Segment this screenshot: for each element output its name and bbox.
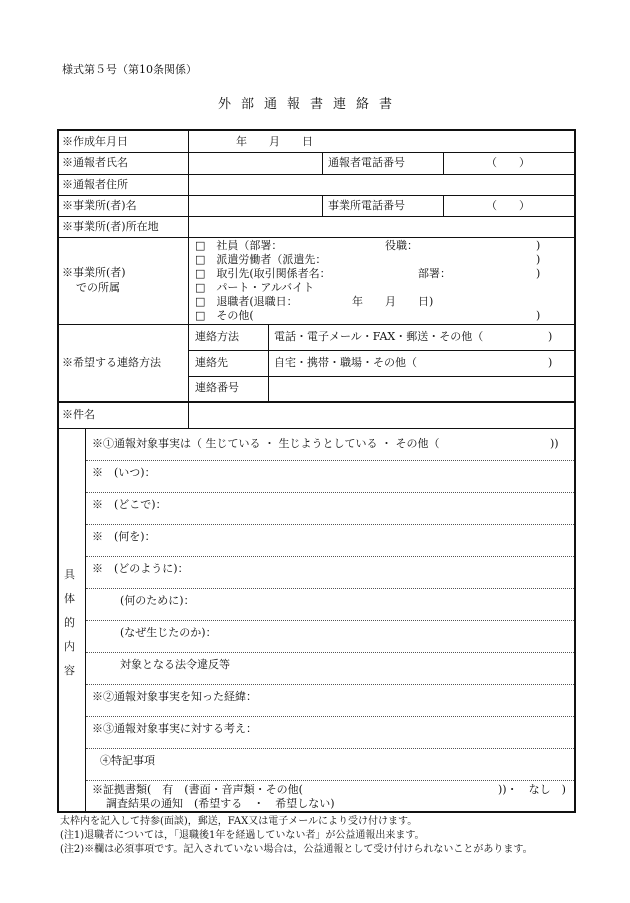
detail-separator — [86, 588, 574, 589]
note-line: (注1)退職者については，「退職後1年を経過していない者」が公益通報出来ます。 — [60, 830, 425, 841]
row-line — [57, 152, 576, 153]
row-line — [188, 350, 576, 351]
row-line — [57, 237, 576, 238]
detail-fact-status-close: )) — [550, 437, 559, 450]
detail-separator — [86, 524, 574, 525]
business-phone-paren[interactable]: （ ） — [486, 199, 530, 212]
subject-label: ※件名 — [62, 408, 95, 421]
col-line — [188, 129, 189, 428]
details-vertical-label-char: 具 — [64, 568, 75, 581]
evidence-documents[interactable]: ※証拠書類( 有 (書面・音声類・その他( — [92, 783, 303, 796]
affiliation-option-dispatched[interactable]: □ 派遣労働者（派遣先： — [195, 253, 327, 266]
detail-separator — [86, 556, 574, 557]
affiliation-option-part-time[interactable]: □ パート・アルバイト — [195, 281, 315, 294]
affiliation-option-other[interactable]: □ その他( — [195, 309, 254, 322]
row-line — [188, 376, 576, 377]
survey-result-notification[interactable]: 調査結果の通知 (希望する ・ 希望しない) — [106, 797, 335, 810]
affiliation-paren-close: ) — [536, 309, 541, 322]
note-line: 太枠内を記入して持参(面談)，郵送，FAX又は電子メールにより受け付けます。 — [60, 816, 418, 827]
form-number: 様式第５号（第10条関係） — [62, 63, 197, 76]
col-line — [322, 152, 323, 174]
frame-bottom — [57, 811, 576, 813]
detail-when[interactable]: ※ (いつ)： — [92, 466, 156, 479]
row-line — [57, 401, 576, 403]
affiliation-option-retired[interactable]: □ 退職者(退職日： — [195, 295, 298, 308]
detail-separator — [86, 684, 574, 685]
row-line — [57, 174, 576, 175]
detail-separator — [86, 780, 574, 781]
contact-destination-label: 連絡先 — [195, 356, 228, 369]
detail-law-violation[interactable]: 対象となる法令違反等 — [120, 658, 230, 671]
affiliation-option-business-partner[interactable]: □ 取引先(取引関係者名： — [195, 267, 331, 280]
affiliation-label-1: ※事業所(者) — [62, 266, 126, 279]
details-vertical-label-char: 容 — [64, 664, 75, 677]
contact-method-options[interactable]: 電話・電子メール・FAX・郵送・その他（ — [274, 330, 484, 343]
contact-destination-paren-close: ) — [548, 356, 553, 369]
contact-destination-options[interactable]: 自宅・携帯・職場・その他（ — [274, 356, 417, 369]
created-date-value[interactable]: 年 月 日 — [236, 135, 313, 148]
business-phone-label: 事業所電話番号 — [328, 199, 405, 212]
note-line: (注2)※欄は必須事項です。記入されていない場合は，公益通報として受け付けられないことがあります。 — [60, 844, 533, 855]
row-line — [57, 324, 576, 325]
evidence-documents-end: ))・ なし ) — [498, 783, 566, 796]
frame-left — [57, 129, 59, 813]
detail-fact-status[interactable]: ※①通報対象事実は（ 生じている ・ 生じようとしている ・ その他（ — [92, 437, 440, 450]
detail-separator — [86, 620, 574, 621]
detail-why-purpose[interactable]: (何のために)： — [120, 594, 195, 607]
reporter-name-label: ※通報者氏名 — [62, 156, 128, 169]
affiliation-paren-close: ) — [536, 267, 541, 280]
row-line — [57, 216, 576, 217]
detail-separator — [86, 652, 574, 653]
detail-separator — [86, 460, 574, 461]
details-vertical-label-char: 的 — [64, 616, 75, 629]
detail-opinion[interactable]: ※③通報対象事実に対する考え： — [92, 722, 257, 735]
detail-what[interactable]: ※ (何を)： — [92, 530, 156, 543]
reporter-phone-paren[interactable]: （ ） — [486, 156, 530, 169]
created-date-label: ※作成年月日 — [62, 135, 128, 148]
detail-separator — [86, 748, 574, 749]
detail-how-learned[interactable]: ※②通報対象事実を知った経緯： — [92, 690, 257, 703]
document-title: 外部通報書連絡書 — [218, 97, 403, 112]
affiliation-paren-close: ) — [536, 253, 541, 266]
detail-how[interactable]: ※ (どのように)： — [92, 562, 189, 575]
contact-method-group-label: ※希望する連絡方法 — [62, 356, 161, 369]
contact-method-label: 連絡方法 — [195, 330, 239, 343]
affiliation-partner-department: 部署： — [418, 267, 451, 280]
col-line — [268, 324, 269, 401]
col-line — [322, 195, 323, 216]
detail-why-cause[interactable]: (なぜ生じたのか)： — [120, 626, 217, 639]
affiliation-retired-date: 年 月 日) — [352, 295, 434, 308]
row-line — [57, 428, 576, 429]
frame-right — [574, 129, 576, 813]
frame-top — [57, 129, 576, 131]
detail-separator — [86, 716, 574, 717]
row-line — [57, 195, 576, 196]
detail-special-notes[interactable]: ④特記事項 — [100, 754, 155, 767]
reporter-address-label: ※通報者住所 — [62, 178, 128, 191]
business-name-label: ※事業所(者)名 — [62, 199, 137, 212]
details-vertical-label-char: 内 — [64, 640, 75, 653]
contact-number-label: 連絡番号 — [195, 381, 239, 394]
affiliation-option-employee[interactable]: □ 社員（部署： — [195, 239, 283, 252]
col-line — [443, 195, 444, 216]
affiliation-paren-close: ) — [536, 239, 541, 252]
col-line — [443, 152, 444, 174]
detail-separator — [86, 492, 574, 493]
reporter-phone-label: 通報者電話番号 — [328, 156, 405, 169]
detail-where[interactable]: ※ (どこで)： — [92, 498, 167, 511]
affiliation-employee-position: 役職： — [385, 239, 418, 252]
details-vertical-label-char: 体 — [64, 592, 75, 605]
business-address-label: ※事業所(者)所在地 — [62, 220, 159, 233]
contact-method-paren-close: ) — [548, 330, 553, 343]
affiliation-label-2: での所属 — [76, 281, 120, 294]
